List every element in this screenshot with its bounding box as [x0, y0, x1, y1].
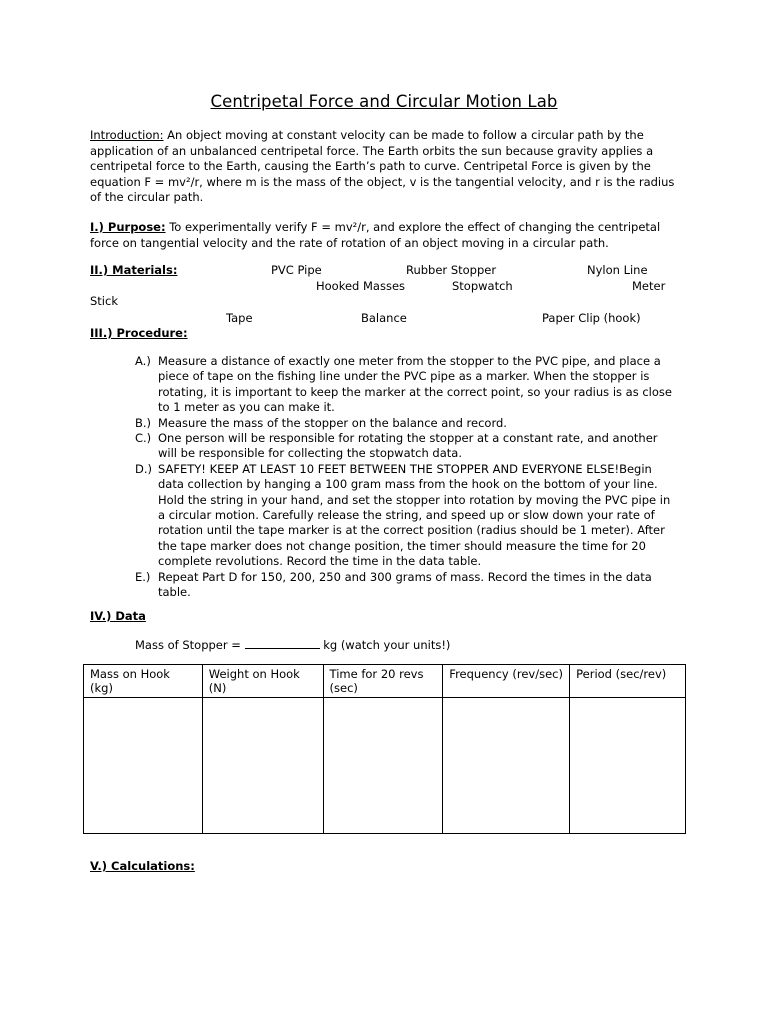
- materials-heading: II.) Materials:: [90, 263, 178, 277]
- procedure-heading: III.) Procedure:: [90, 326, 188, 340]
- purpose-text: To experimentally verify F = mv²/r, and explore the effect of changing the centripetal force on tangential velocity and the rate of rotation of an object moving in a circular path.: [90, 220, 661, 250]
- table-cell[interactable]: [84, 698, 203, 834]
- table-header-cell: Time for 20 revs (sec): [323, 665, 443, 698]
- procedure-step: [135, 416, 680, 431]
- material-item: Rubber Stopper: [406, 263, 497, 277]
- procedure-step: [135, 462, 680, 570]
- material-item: Nylon Line: [587, 263, 648, 277]
- material-item: Paper Clip (hook): [542, 311, 641, 325]
- table-header-row: [84, 665, 686, 698]
- data-table: [83, 664, 686, 834]
- procedure-step-label: A.): [135, 354, 151, 368]
- procedure-step-text: Measure a distance of exactly one meter from the stopper to the PVC pipe, and place a piece of tape on the fishing line under the PVC pipe as a marker. When the stopper is rotating, it is important to keep the marker at the correct point, so your radius is as close to 1 meter as you can make it.: [158, 354, 672, 415]
- material-item: Stopwatch: [452, 279, 513, 293]
- material-item: Hooked Masses: [316, 279, 406, 293]
- stopper-mass-prefix: Mass of Stopper =: [135, 638, 245, 652]
- procedure-step-text: One person will be responsible for rotating the stopper at a constant rate, and another will be responsible for collecting the stopwatch data.: [158, 431, 658, 461]
- introduction-text: An object moving at constant velocity can be made to follow a circular path by the application of an unbalanced centripetal force. The Earth orbits the sun because gravity applies a centripetal force to the Earth, causing the Earth’s path to curve. Centripetal Force is given by the equation F = mv²/r, where m is the mass of the object, v is the tangential velocity, and r is the radius of the circular path.: [90, 128, 675, 205]
- table-header-cell: Weight on Hook (N): [202, 665, 323, 698]
- page-title: Centripetal Force and Circular Motion Lab: [210, 92, 558, 111]
- table-cell[interactable]: [202, 698, 323, 834]
- table-cell[interactable]: [323, 698, 443, 834]
- material-item: Tape: [226, 311, 253, 325]
- procedure-step: [135, 431, 680, 462]
- table-cell[interactable]: [443, 698, 570, 834]
- table-header-cell: Period (sec/rev): [570, 665, 686, 698]
- procedure-step: [135, 354, 680, 416]
- introduction-heading: Introduction:: [90, 128, 164, 142]
- purpose-heading: I.) Purpose:: [90, 220, 166, 234]
- stopper-mass-suffix: kg (watch your units!): [319, 638, 451, 652]
- stopper-mass-blank[interactable]: [245, 637, 320, 649]
- purpose-paragraph: [90, 220, 680, 251]
- table-row: [84, 698, 686, 834]
- procedure-step-text: SAFETY! KEEP AT LEAST 10 FEET BETWEEN THE STOPPER AND EVERYONE ELSE!Begin data collection by hanging a 100 gram mass from the hook on the bottom of your line. Hold the string in your hand, and set the stopper into rotation by moving the PVC pipe in a circular motion. Carefully release the string, and speed up or slow down your rate of rotation until the tape marker is at the correct position (radius should be 1 meter). After the tape marker does not change position, the timer should measure the time for 20 complete revolutions. Record the time in the data table.: [158, 461, 671, 569]
- procedure-step-label: C.): [135, 431, 152, 446]
- introduction-paragraph: [90, 128, 680, 206]
- calculations-heading: V.) Calculations:: [90, 859, 195, 873]
- material-item: PVC Pipe: [271, 263, 322, 277]
- procedure-step: [135, 570, 680, 601]
- table-cell[interactable]: [570, 698, 686, 834]
- table-header-cell: Frequency (rev/sec): [443, 665, 570, 698]
- material-item: Stick: [90, 294, 118, 308]
- data-heading: IV.) Data: [90, 609, 146, 623]
- stopper-mass-line: [135, 637, 450, 654]
- procedure-step-label: D.): [135, 461, 152, 476]
- material-item: Balance: [361, 311, 407, 325]
- procedure-step-text: Repeat Part D for 150, 200, 250 and 300 grams of mass. Record the times in the data table.: [158, 569, 652, 600]
- table-header-cell: Mass on Hook (kg): [84, 665, 203, 698]
- procedure-step-label: E.): [135, 569, 151, 584]
- procedure-step-label: B.): [135, 415, 152, 430]
- procedure-step-text: Measure the mass of the stopper on the balance and record.: [158, 415, 507, 430]
- procedure-list: [135, 354, 680, 601]
- material-item: Meter: [632, 279, 666, 293]
